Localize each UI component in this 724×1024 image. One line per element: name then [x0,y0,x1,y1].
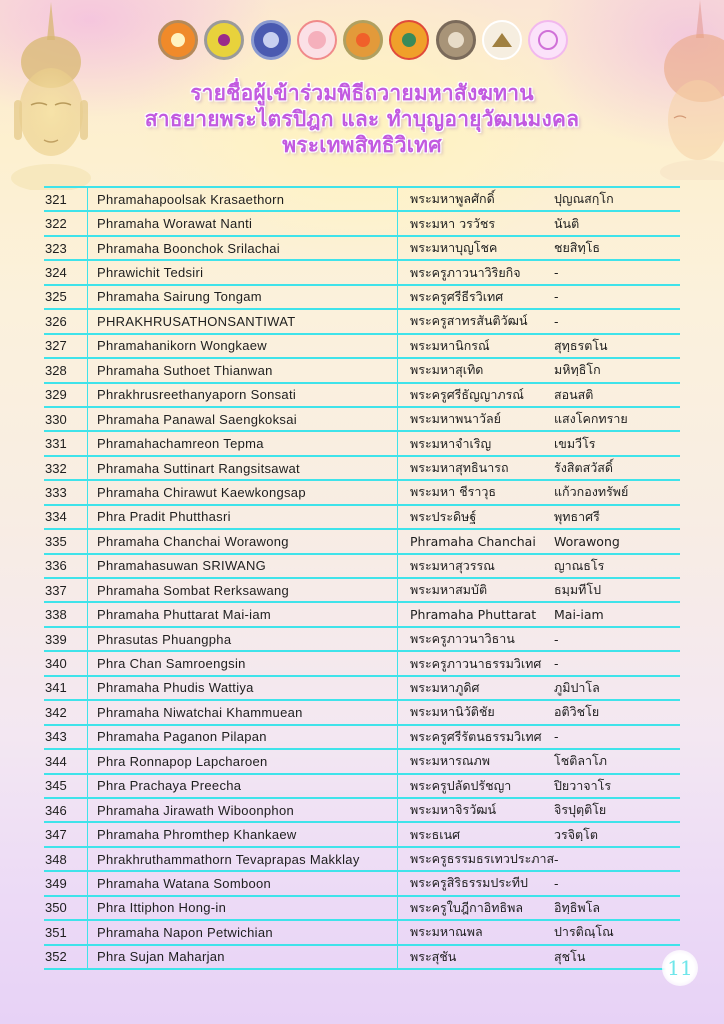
surname-thai: Worawong [554,533,620,549]
table-row [44,310,680,334]
name-english: Phra Ronnapop Lapcharoen [87,750,397,772]
name-thai: พระมหาสุวรรณ [397,555,552,577]
table-row [44,237,680,261]
name-english: Phramaha Sairung Tongam [87,286,397,308]
table-row [44,897,680,921]
surname-thai: - [554,631,559,647]
name-english: Phramaha Paganon Pilapan [87,726,397,748]
row-number: 348 [45,851,67,867]
table-row [44,188,680,212]
name-thai: พระมหาพูลศักดิ์ [397,188,552,210]
table-row [44,750,680,774]
name-english: Phramaha Panawal Saengkoksai [87,408,397,430]
row-number: 350 [45,900,67,916]
table-row [44,726,680,750]
row-number: 349 [45,875,67,891]
table-row [44,530,680,554]
surname-thai: ปุญณสกฺโก [554,191,614,207]
seal-6-icon [389,20,429,60]
seal-5-icon [343,20,383,60]
name-thai: Phramaha Phuttarat [397,603,552,625]
row-number: 326 [45,313,67,329]
seal-9-icon [528,20,568,60]
name-thai: พระครูสิริธรรมประทีป [397,872,552,894]
table-row [44,652,680,676]
table-row [44,921,680,945]
row-number: 324 [45,265,67,281]
surname-thai: มหิทฺธิโก [554,362,601,378]
surname-thai: ชยสิทฺโธ [554,240,601,256]
row-number: 323 [45,240,67,256]
name-english: Phramahasuwan SRIWANG [87,555,397,577]
table-row [44,432,680,456]
seal-8-icon [482,20,522,60]
name-thai: Phramaha Chanchai [397,530,552,552]
row-number: 325 [45,289,67,305]
table-row [44,457,680,481]
name-thai: พระครูศรีธีรวิเทศ [397,286,552,308]
surname-thai: รังสิตสวัสดิ์ [554,460,613,476]
table-row [44,872,680,896]
table-row [44,628,680,652]
row-number: 327 [45,338,67,354]
row-number: 347 [45,827,67,843]
seal-3-icon [251,20,291,60]
institution-seals-row [158,20,568,66]
table-row [44,701,680,725]
surname-thai: เขมวีโร [554,435,596,451]
seal-1-icon [158,20,198,60]
surname-thai: แสงโคกทราย [554,411,628,427]
title-line-1: รายชื่อผู้เข้าร่วมพิธีถวายมหาสังฆทาน [190,81,534,105]
name-english: Phra Chan Samroengsin [87,652,397,674]
row-number: 342 [45,704,67,720]
name-thai: พระประดิษฐ์ [397,506,552,528]
name-thai: พระสุชัน [397,946,552,968]
name-english: Phramaha Boonchok Srilachai [87,237,397,259]
surname-thai: ภูมิปาโล [554,679,600,695]
name-english: Phramaha Phuttarat Mai-iam [87,603,397,625]
page-title [0,80,724,158]
name-thai: พระครูใบฎีกาอิทธิพล [397,897,552,919]
surname-thai: สุชโน [554,948,586,964]
surname-thai: - [554,729,559,745]
table-row [44,335,680,359]
name-thai: พระมหาสุเทิด [397,359,552,381]
name-english: Phramaha Watana Somboon [87,872,397,894]
row-number: 322 [45,216,67,232]
surname-thai: พุทธาศรี [554,508,600,524]
table-row [44,848,680,872]
table-row [44,823,680,847]
row-number: 331 [45,436,67,452]
surname-thai: - [554,851,559,867]
surname-thai: โชติลาโภ [554,753,607,769]
row-number: 321 [45,191,67,207]
name-thai: พระครูธรรมธรเทวประภาส [397,848,552,870]
row-number: 338 [45,607,67,623]
seal-7-icon [436,20,476,60]
name-english: Phra Sujan Maharjan [87,946,397,968]
name-thai: พระมหาณพล [397,921,552,943]
table-row [44,579,680,603]
participants-table [44,186,680,970]
table-row [44,946,680,970]
row-number: 336 [45,558,67,574]
row-number: 341 [45,680,67,696]
seal-2-icon [204,20,244,60]
name-english: Phrawichit Tedsiri [87,261,397,283]
table-row [44,799,680,823]
name-english: Phramaha Niwatchai Khammuean [87,701,397,723]
name-thai: พระครูภาวนาวิธาน [397,628,552,650]
seal-4-icon [297,20,337,60]
name-thai: พระครูศรีรัตนธรรมวิเทศ [397,726,552,748]
surname-thai: อติวิชโย [554,704,600,720]
title-line-2: สาธยายพระไตรปิฎก และ ทำบุญอายุวัฒนมงคล [144,107,580,131]
row-number: 340 [45,656,67,672]
name-english: Phramahapoolsak Krasaethorn [87,188,397,210]
name-english: Phramaha Chanchai Worawong [87,530,397,552]
row-number: 346 [45,802,67,818]
table-row [44,775,680,799]
surname-thai: ญาณธโร [554,557,605,573]
name-thai: พระมหาสุทธินารถ [397,457,552,479]
row-number: 328 [45,362,67,378]
table-row [44,261,680,285]
name-english: Phramaha Sombat Rerksawang [87,579,397,601]
name-english: Phrasutas Phuangpha [87,628,397,650]
name-thai: พระธเนศ [397,823,552,845]
row-number: 351 [45,924,67,940]
row-number: 337 [45,582,67,598]
name-thai: พระมหาจำเริญ [397,432,552,454]
surname-thai: Mai-iam [554,607,604,623]
name-thai: พระมหานิวัติชัย [397,701,552,723]
name-thai: พระมหาภูดิศ [397,677,552,699]
name-english: Phramahanikorn Wongkaew [87,335,397,357]
surname-thai: นันติ [554,215,580,231]
surname-thai: - [554,313,559,329]
table-row [44,481,680,505]
row-number: 332 [45,460,67,476]
surname-thai: จิรปุตฺติโย [554,802,607,818]
row-number: 352 [45,949,67,965]
name-english: Phramaha Phromthep Khankaew [87,823,397,845]
name-english: Phrakhrusreethanyaporn Sonsati [87,384,397,406]
row-number: 334 [45,509,67,525]
surname-thai: สุทฺธรตโน [554,337,608,353]
table-row [44,506,680,530]
row-number: 343 [45,729,67,745]
name-thai: พระครูปลัดปรัชญา [397,775,552,797]
surname-thai: สอนสติ [554,386,594,402]
name-thai: พระครูศรีธัญญาภรณ์ [397,384,552,406]
surname-thai: - [554,265,559,281]
name-english: PHRAKHRUSATHONSANTIWAT [87,310,397,332]
name-thai: พระครูภาวนาวิริยกิจ [397,261,552,283]
name-english: Phramaha Worawat Nanti [87,212,397,234]
table-row [44,555,680,579]
surname-thai: อิทฺธิพโล [554,899,600,915]
name-english: Phramaha Phudis Wattiya [87,677,397,699]
name-english: Phra Ittiphon Hong-in [87,897,397,919]
name-thai: พระมหานิกรณ์ [397,335,552,357]
name-english: Phramaha Suttinart Rangsitsawat [87,457,397,479]
name-thai: พระมหาสมบัติ [397,579,552,601]
surname-thai: ปารติณฺโณ [554,924,614,940]
table-row [44,212,680,236]
table-row [44,286,680,310]
surname-thai: - [554,875,559,891]
name-english: Phrakhruthammathorn Tevaprapas Makklay [87,848,397,870]
row-number: 345 [45,778,67,794]
name-thai: พระมหาจิรวัฒน์ [397,799,552,821]
row-number: 329 [45,387,67,403]
name-english: Phramaha Chirawut Kaewkongsap [87,481,397,503]
name-english: Phramaha Napon Petwichian [87,921,397,943]
table-row [44,359,680,383]
name-english: Phra Prachaya Preecha [87,775,397,797]
table-row [44,408,680,432]
surname-thai: - [554,289,559,305]
name-thai: พระมหาบุญโชค [397,237,552,259]
surname-thai: ปิยวาจาโร [554,777,612,793]
surname-thai: แก้วกองทรัพย์ [554,484,629,500]
table-row [44,384,680,408]
row-number: 335 [45,533,67,549]
row-number: 339 [45,631,67,647]
name-english: Phra Pradit Phutthasri [87,506,397,528]
name-thai: พระครูภาวนาธรรมวิเทศ [397,652,552,674]
surname-thai: ธมฺมทีโป [554,582,601,598]
name-thai: พระครูสาทรสันติวัฒน์ [397,310,552,332]
name-english: Phramahachamreon Tepma [87,432,397,454]
title-line-3: พระเทพสิทธิวิเทศ [282,133,442,157]
row-number: 330 [45,411,67,427]
table-row [44,677,680,701]
name-thai: พระมหารณภพ [397,750,552,772]
surname-thai: วรจิตฺโต [554,826,599,842]
row-number: 333 [45,484,67,500]
name-english: Phramaha Suthoet Thianwan [87,359,397,381]
name-thai: พระมหา ชีราวุธ [397,481,552,503]
row-number: 344 [45,753,67,769]
table-row [44,603,680,627]
page-number: 11 [662,950,698,986]
surname-thai: - [554,656,559,672]
name-thai: พระมหา วรวัชร [397,212,552,234]
name-thai: พระมหาพนาวัลย์ [397,408,552,430]
name-english: Phramaha Jirawath Wiboonphon [87,799,397,821]
